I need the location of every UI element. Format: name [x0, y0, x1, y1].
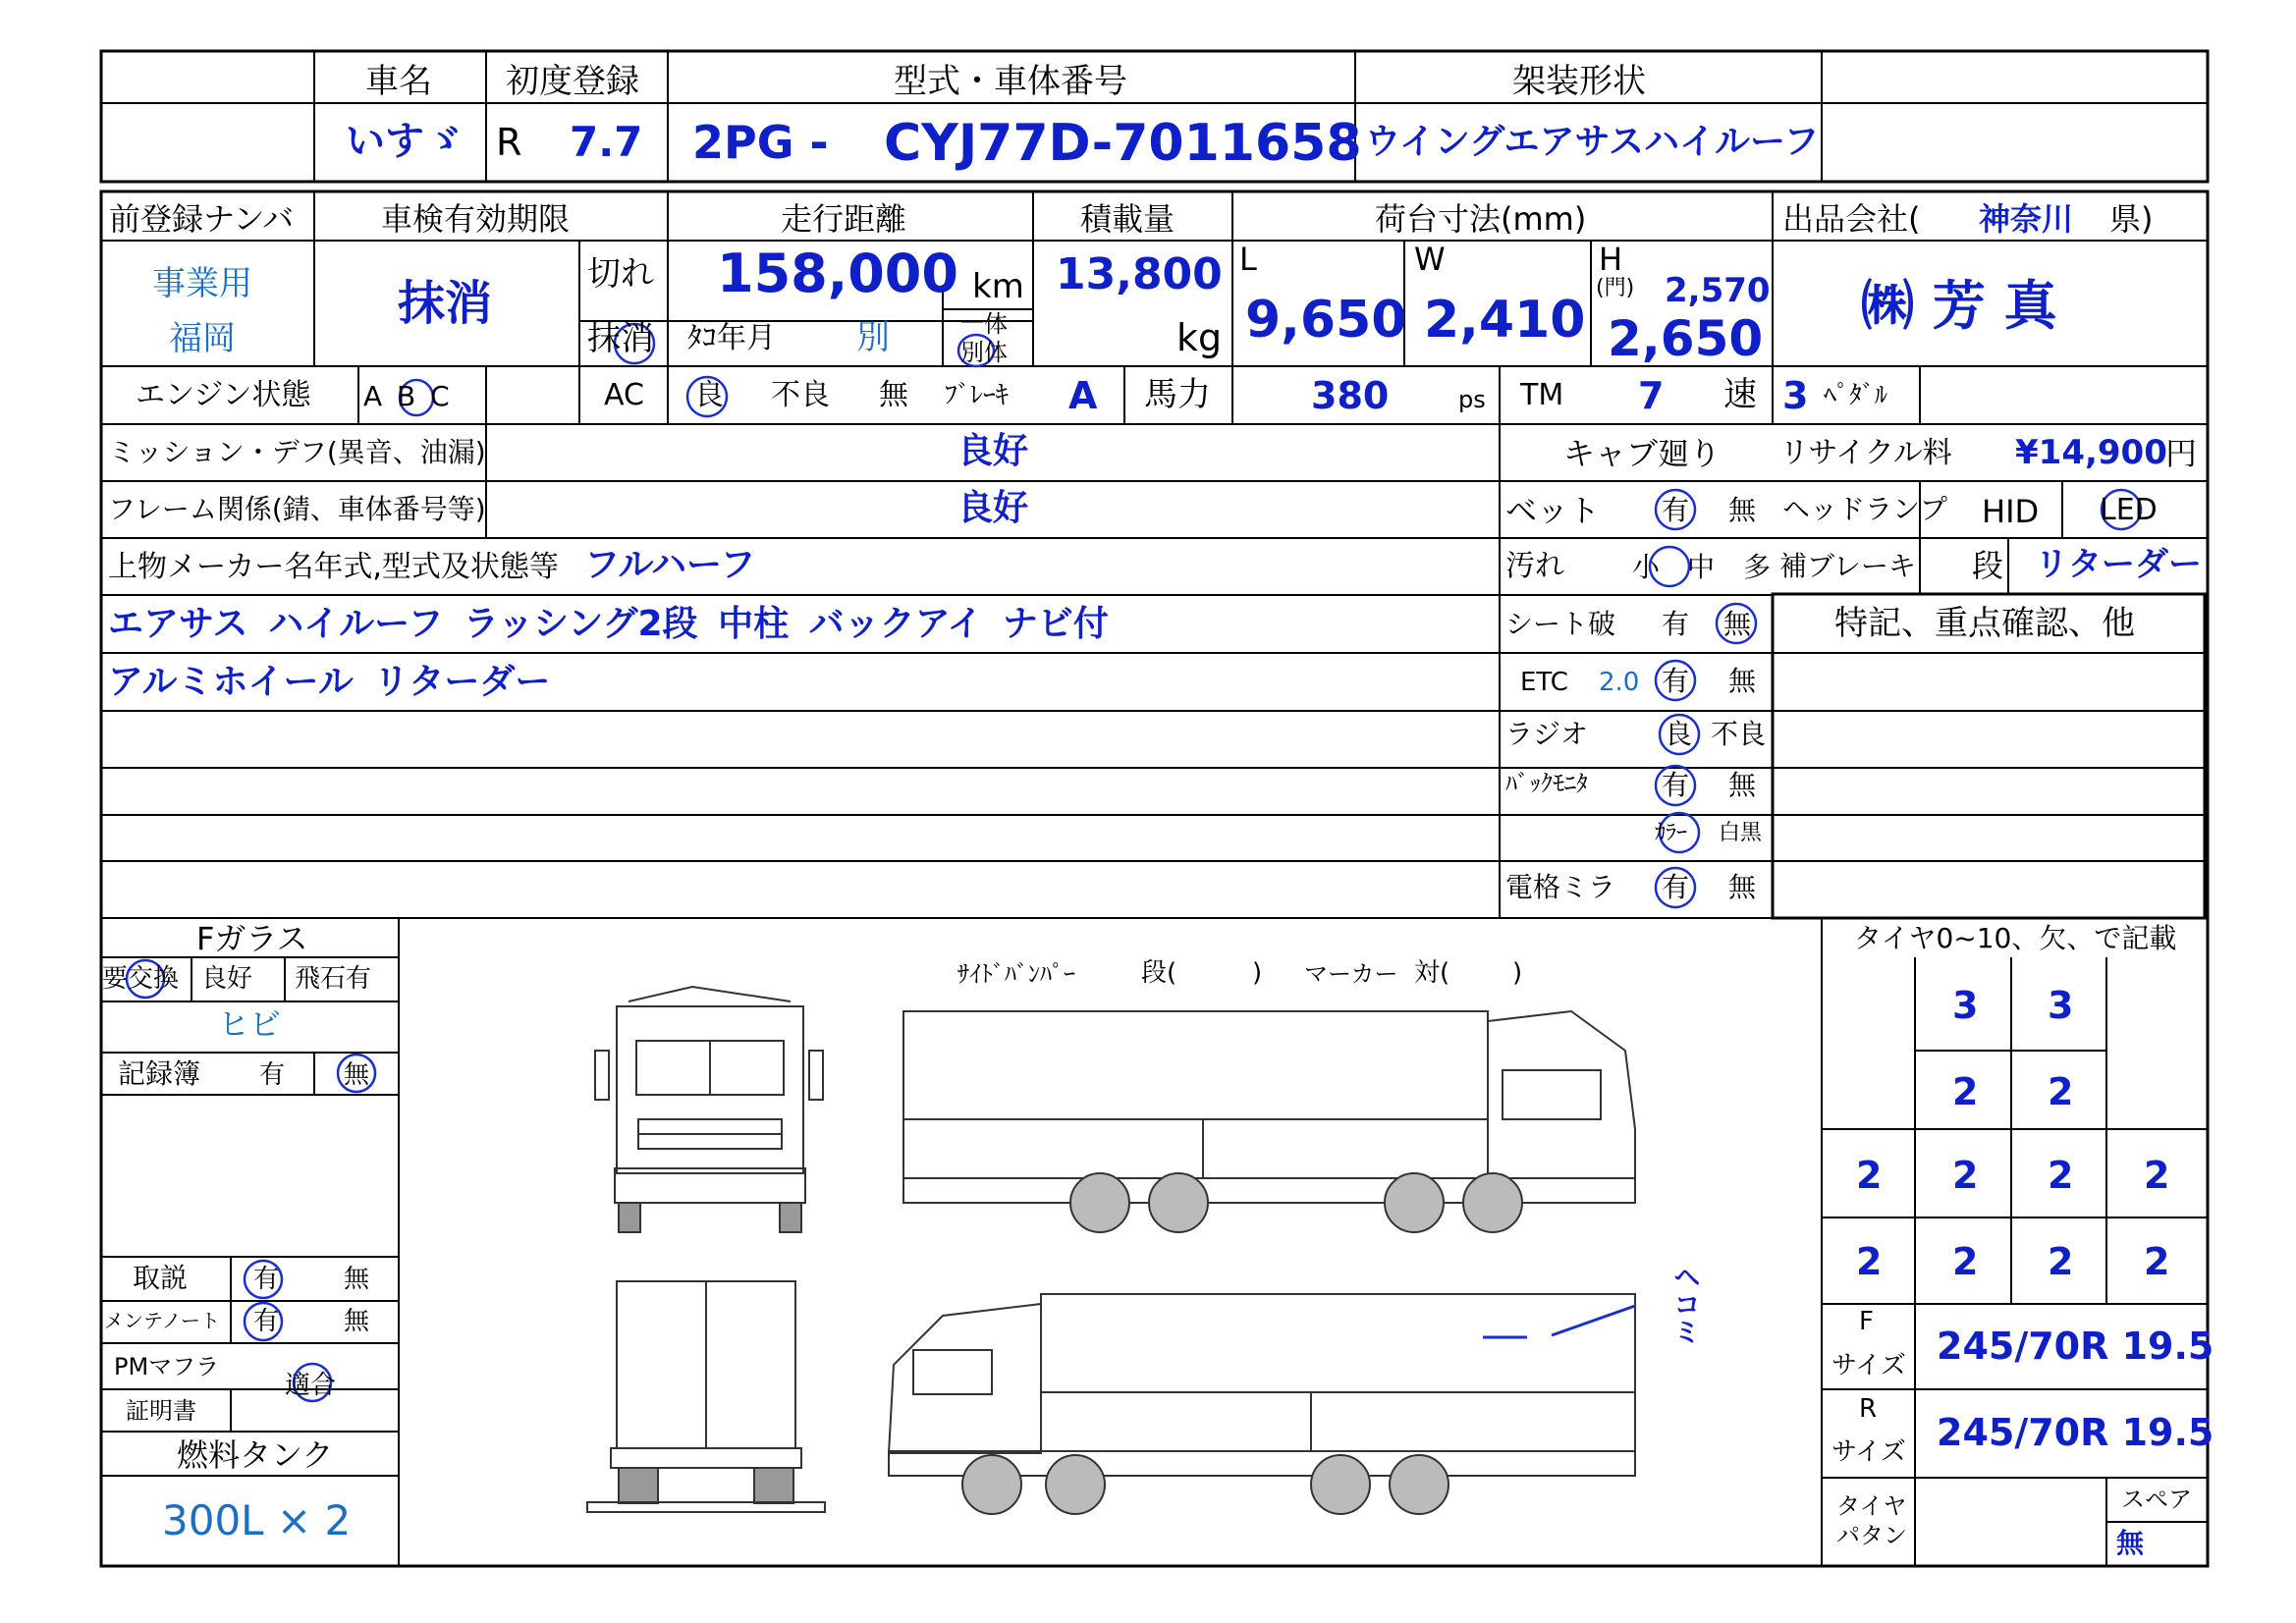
- glass-title: Fガラス: [196, 920, 308, 957]
- seat-label: シート破: [1505, 608, 1616, 640]
- height-value: 2,650: [1608, 310, 1764, 367]
- glass-good: 良好: [201, 964, 253, 994]
- tire-r2-a: 2: [1952, 1070, 1979, 1113]
- maker-value: いすゞ: [346, 119, 464, 164]
- pm-label-1: PMマフラ: [114, 1353, 220, 1380]
- aux-brake-dan: 段: [1972, 547, 2004, 584]
- inspection-value: 抹消: [398, 276, 493, 331]
- monitor-bw: 白黒: [1719, 821, 1763, 845]
- gate-height-note: (門): [1596, 276, 1635, 300]
- note-line-1: エアサス ハイルーフ ラッシング2段 中柱 バックアイ ナビ付: [108, 604, 1109, 644]
- note-line-2: アルミホイール リターダー: [108, 662, 551, 702]
- side-bumper-label: ｻｲﾄﾞﾊﾞﾝﾊﾟｰ: [957, 960, 1075, 988]
- record-label: 記録簿: [118, 1057, 201, 1090]
- prev-plate-label: 前登録ナンバ: [109, 200, 295, 238]
- pm-label-2: 証明書: [126, 1397, 196, 1425]
- manual-no: 無: [344, 1265, 370, 1294]
- etc-yes: 有: [1662, 665, 1690, 697]
- dent-annotation: ヘコミ: [1669, 1263, 1702, 1345]
- glass-replace: 要交換: [102, 964, 180, 994]
- aux-brake-value: リターダー: [2035, 545, 2202, 584]
- tire-r4-c: 2: [2048, 1240, 2074, 1283]
- recycle-value: ¥14,900: [2015, 433, 2167, 472]
- hp-label: 馬力: [1144, 375, 1211, 414]
- plate-area: 福岡: [169, 319, 236, 358]
- engine-options: A B C: [363, 380, 450, 412]
- front-size-label: サイズ: [1831, 1351, 1906, 1380]
- capacity-value: 13,800: [1056, 249, 1223, 299]
- tire-r4-d: 2: [2144, 1240, 2170, 1283]
- upper-maker: フルハーフ: [584, 545, 756, 585]
- spare-label: スペア: [2121, 1486, 2192, 1513]
- dent-mark: [1483, 1306, 1635, 1337]
- ittai-label: 一体: [960, 310, 1008, 338]
- first-reg-value: 7.7: [570, 118, 643, 166]
- body-label: 架装形状: [1512, 62, 1646, 101]
- aux-brake-label: 補ブレーキ: [1779, 550, 1916, 582]
- tire-r4-a: 2: [1856, 1240, 1883, 1283]
- backmon-label: ﾊﾞｯｸﾓﾆﾀ: [1505, 770, 1588, 797]
- massho-label: 抹消: [587, 319, 654, 358]
- body-type: ウイングエアサスハイルーフ: [1365, 122, 1820, 162]
- bed-size-label: 荷台寸法(mm): [1375, 200, 1587, 238]
- seller-pref-suffix: 県): [2109, 200, 2154, 238]
- bed-label: ベット: [1505, 492, 1601, 529]
- tire-r2-b: 2: [2048, 1070, 2074, 1113]
- truck-drawings: [587, 987, 1635, 1514]
- glass-chip: 飛石有: [295, 964, 372, 994]
- seller-pref: 神奈川: [1979, 200, 2074, 238]
- seller-name: ㈱ 芳 真: [1861, 275, 2057, 337]
- mission-value: 良好: [957, 431, 1029, 471]
- tire-pattern-2: パタン: [1836, 1522, 1907, 1549]
- rear-size-label: サイズ: [1831, 1437, 1906, 1467]
- frame-label: フレーム関係(錆、車体番号等): [108, 493, 486, 525]
- length-value: 9,650: [1245, 291, 1407, 350]
- rear-tire-size: 245/70R 19.5: [1937, 1411, 2214, 1454]
- marker-close: ): [1512, 958, 1523, 988]
- mirror-label: 電格ミラ: [1505, 871, 1616, 903]
- maint-no: 無: [344, 1307, 370, 1336]
- manual-yes: 有: [253, 1265, 280, 1294]
- mileage-value: 158,000: [717, 243, 958, 304]
- tire-title: タイヤ0~10、欠、で記載: [1854, 922, 2177, 954]
- bed-no: 無: [1728, 494, 1757, 526]
- capacity-label: 積載量: [1080, 200, 1175, 238]
- headlamp-led: LED: [2100, 493, 2158, 527]
- hp-value: 380: [1311, 374, 1390, 417]
- mileage-unit: km: [972, 267, 1024, 306]
- truck-front-view: [595, 987, 823, 1232]
- inspection-label: 車検有効期限: [381, 200, 571, 238]
- headlamp-label: ヘッドランプ: [1782, 493, 1948, 525]
- plate-use: 事業用: [152, 264, 252, 303]
- capacity-unit: kg: [1176, 316, 1223, 359]
- seat-yes: 有: [1662, 608, 1690, 640]
- frame-value: 良好: [957, 488, 1029, 528]
- ac-bad: 不良: [771, 378, 830, 412]
- radio-good: 良: [1665, 718, 1693, 750]
- etc-no: 無: [1728, 665, 1757, 697]
- truck-rear-view: [587, 1281, 825, 1512]
- backmon-no: 無: [1728, 769, 1757, 801]
- model-value: 2PG -: [692, 116, 829, 169]
- front-tire-size: 245/70R 19.5: [1937, 1325, 2214, 1368]
- fuel-label: 燃料タンク: [177, 1436, 334, 1474]
- manual-label: 取説: [133, 1262, 189, 1294]
- era: R: [496, 121, 522, 164]
- etc-version: 2.0: [1599, 668, 1640, 697]
- monitor-color: ｶﾗｰ: [1655, 821, 1688, 845]
- brake-value: A: [1068, 374, 1098, 417]
- pedal-label: ﾍﾟﾀﾞﾙ: [1824, 381, 1888, 410]
- ac-label: AC: [604, 378, 644, 412]
- record-yes: 有: [259, 1060, 286, 1090]
- brake-label: ﾌﾞﾚｰｷ: [945, 381, 1010, 410]
- tm-value: 7: [1638, 374, 1665, 417]
- maker-label: 車名: [365, 62, 432, 101]
- hp-unit: ps: [1458, 386, 1486, 413]
- radio-label: ラジオ: [1505, 718, 1589, 750]
- mirror-yes: 有: [1662, 871, 1690, 903]
- glass-note: ヒビ: [218, 1005, 282, 1043]
- truck-side-view-right: [903, 1011, 1635, 1232]
- recycle-label: リサイクル料: [1779, 436, 1952, 470]
- etc-label: ETC: [1520, 668, 1568, 697]
- dirt-small: 小: [1632, 551, 1661, 583]
- dirt-mid: 中: [1687, 551, 1716, 583]
- tire-r4-b: 2: [1952, 1240, 1979, 1283]
- headlamp-hid: HID: [1982, 493, 2040, 530]
- speed-label: 速: [1723, 375, 1757, 414]
- mileage-label: 走行距離: [781, 200, 907, 238]
- rear-size-r: R: [1859, 1394, 1878, 1424]
- seat-no: 無: [1723, 608, 1752, 640]
- bed-yes: 有: [1662, 494, 1690, 526]
- maint-yes: 有: [253, 1307, 280, 1336]
- tire-r3-a: 2: [1856, 1154, 1883, 1197]
- front-size-f: F: [1859, 1307, 1874, 1336]
- seller-label: 出品会社(: [1782, 200, 1921, 238]
- gate-height-value: 2,570: [1665, 271, 1771, 310]
- chassis-number: CYJ77D-7011658: [884, 114, 1362, 173]
- dirt-many: 多: [1743, 551, 1772, 583]
- upper-label: 上物メーカー名年式,型式及状態等: [108, 550, 559, 584]
- maint-label: メンテノート: [104, 1309, 220, 1332]
- record-no: 無: [344, 1060, 370, 1090]
- length-label: L: [1239, 241, 1257, 278]
- tire-r3-b: 2: [1952, 1154, 1979, 1197]
- ac-none: 無: [879, 378, 908, 412]
- bettai-label: 別体: [960, 339, 1008, 366]
- mirror-no: 無: [1728, 871, 1757, 903]
- cab-title: キャブ廻り: [1563, 435, 1722, 472]
- tire-r1-b: 3: [2048, 984, 2074, 1027]
- fuel-value: 300L × 2: [162, 1496, 352, 1544]
- dirt-label: 汚れ: [1505, 549, 1564, 583]
- side-bumper-dan: 段(: [1141, 958, 1177, 988]
- radio-bad: 不良: [1711, 718, 1767, 750]
- truck-side-view-left: [889, 1294, 1635, 1514]
- height-label: H: [1599, 241, 1623, 278]
- kire-label: 切れ: [587, 254, 654, 294]
- tire-r3-c: 2: [2048, 1154, 2074, 1197]
- tire-r3-d: 2: [2144, 1154, 2170, 1197]
- engine-label: エンジン状態: [136, 378, 311, 412]
- pm-value: 適合: [285, 1371, 337, 1400]
- tire-r1-a: 3: [1952, 984, 1979, 1027]
- backmon-yes: 有: [1662, 769, 1690, 801]
- model-label: 型式・車体番号: [894, 62, 1127, 101]
- tacho-label: ﾀｺ年月: [687, 321, 776, 355]
- tire-pattern-1: タイヤ: [1836, 1492, 1907, 1520]
- width-label: W: [1414, 241, 1446, 278]
- mission-label: ミッション・デフ(異音、油漏): [108, 436, 486, 468]
- spare-value: 無: [2116, 1527, 2145, 1559]
- pedal-value: 3: [1782, 374, 1809, 417]
- tacho-value: 別: [856, 318, 890, 357]
- width-value: 2,410: [1424, 291, 1586, 350]
- marker-tsui: 対(: [1414, 958, 1450, 988]
- special-notes-label: 特記、重点確認、他: [1834, 604, 2135, 643]
- marker-label: マーカー: [1304, 960, 1398, 988]
- side-bumper-close: ): [1252, 958, 1263, 988]
- recycle-unit: 円: [2165, 435, 2198, 472]
- first-reg-label: 初度登録: [506, 62, 639, 101]
- tm-label: TM: [1520, 378, 1564, 412]
- ac-good: 良: [694, 378, 724, 412]
